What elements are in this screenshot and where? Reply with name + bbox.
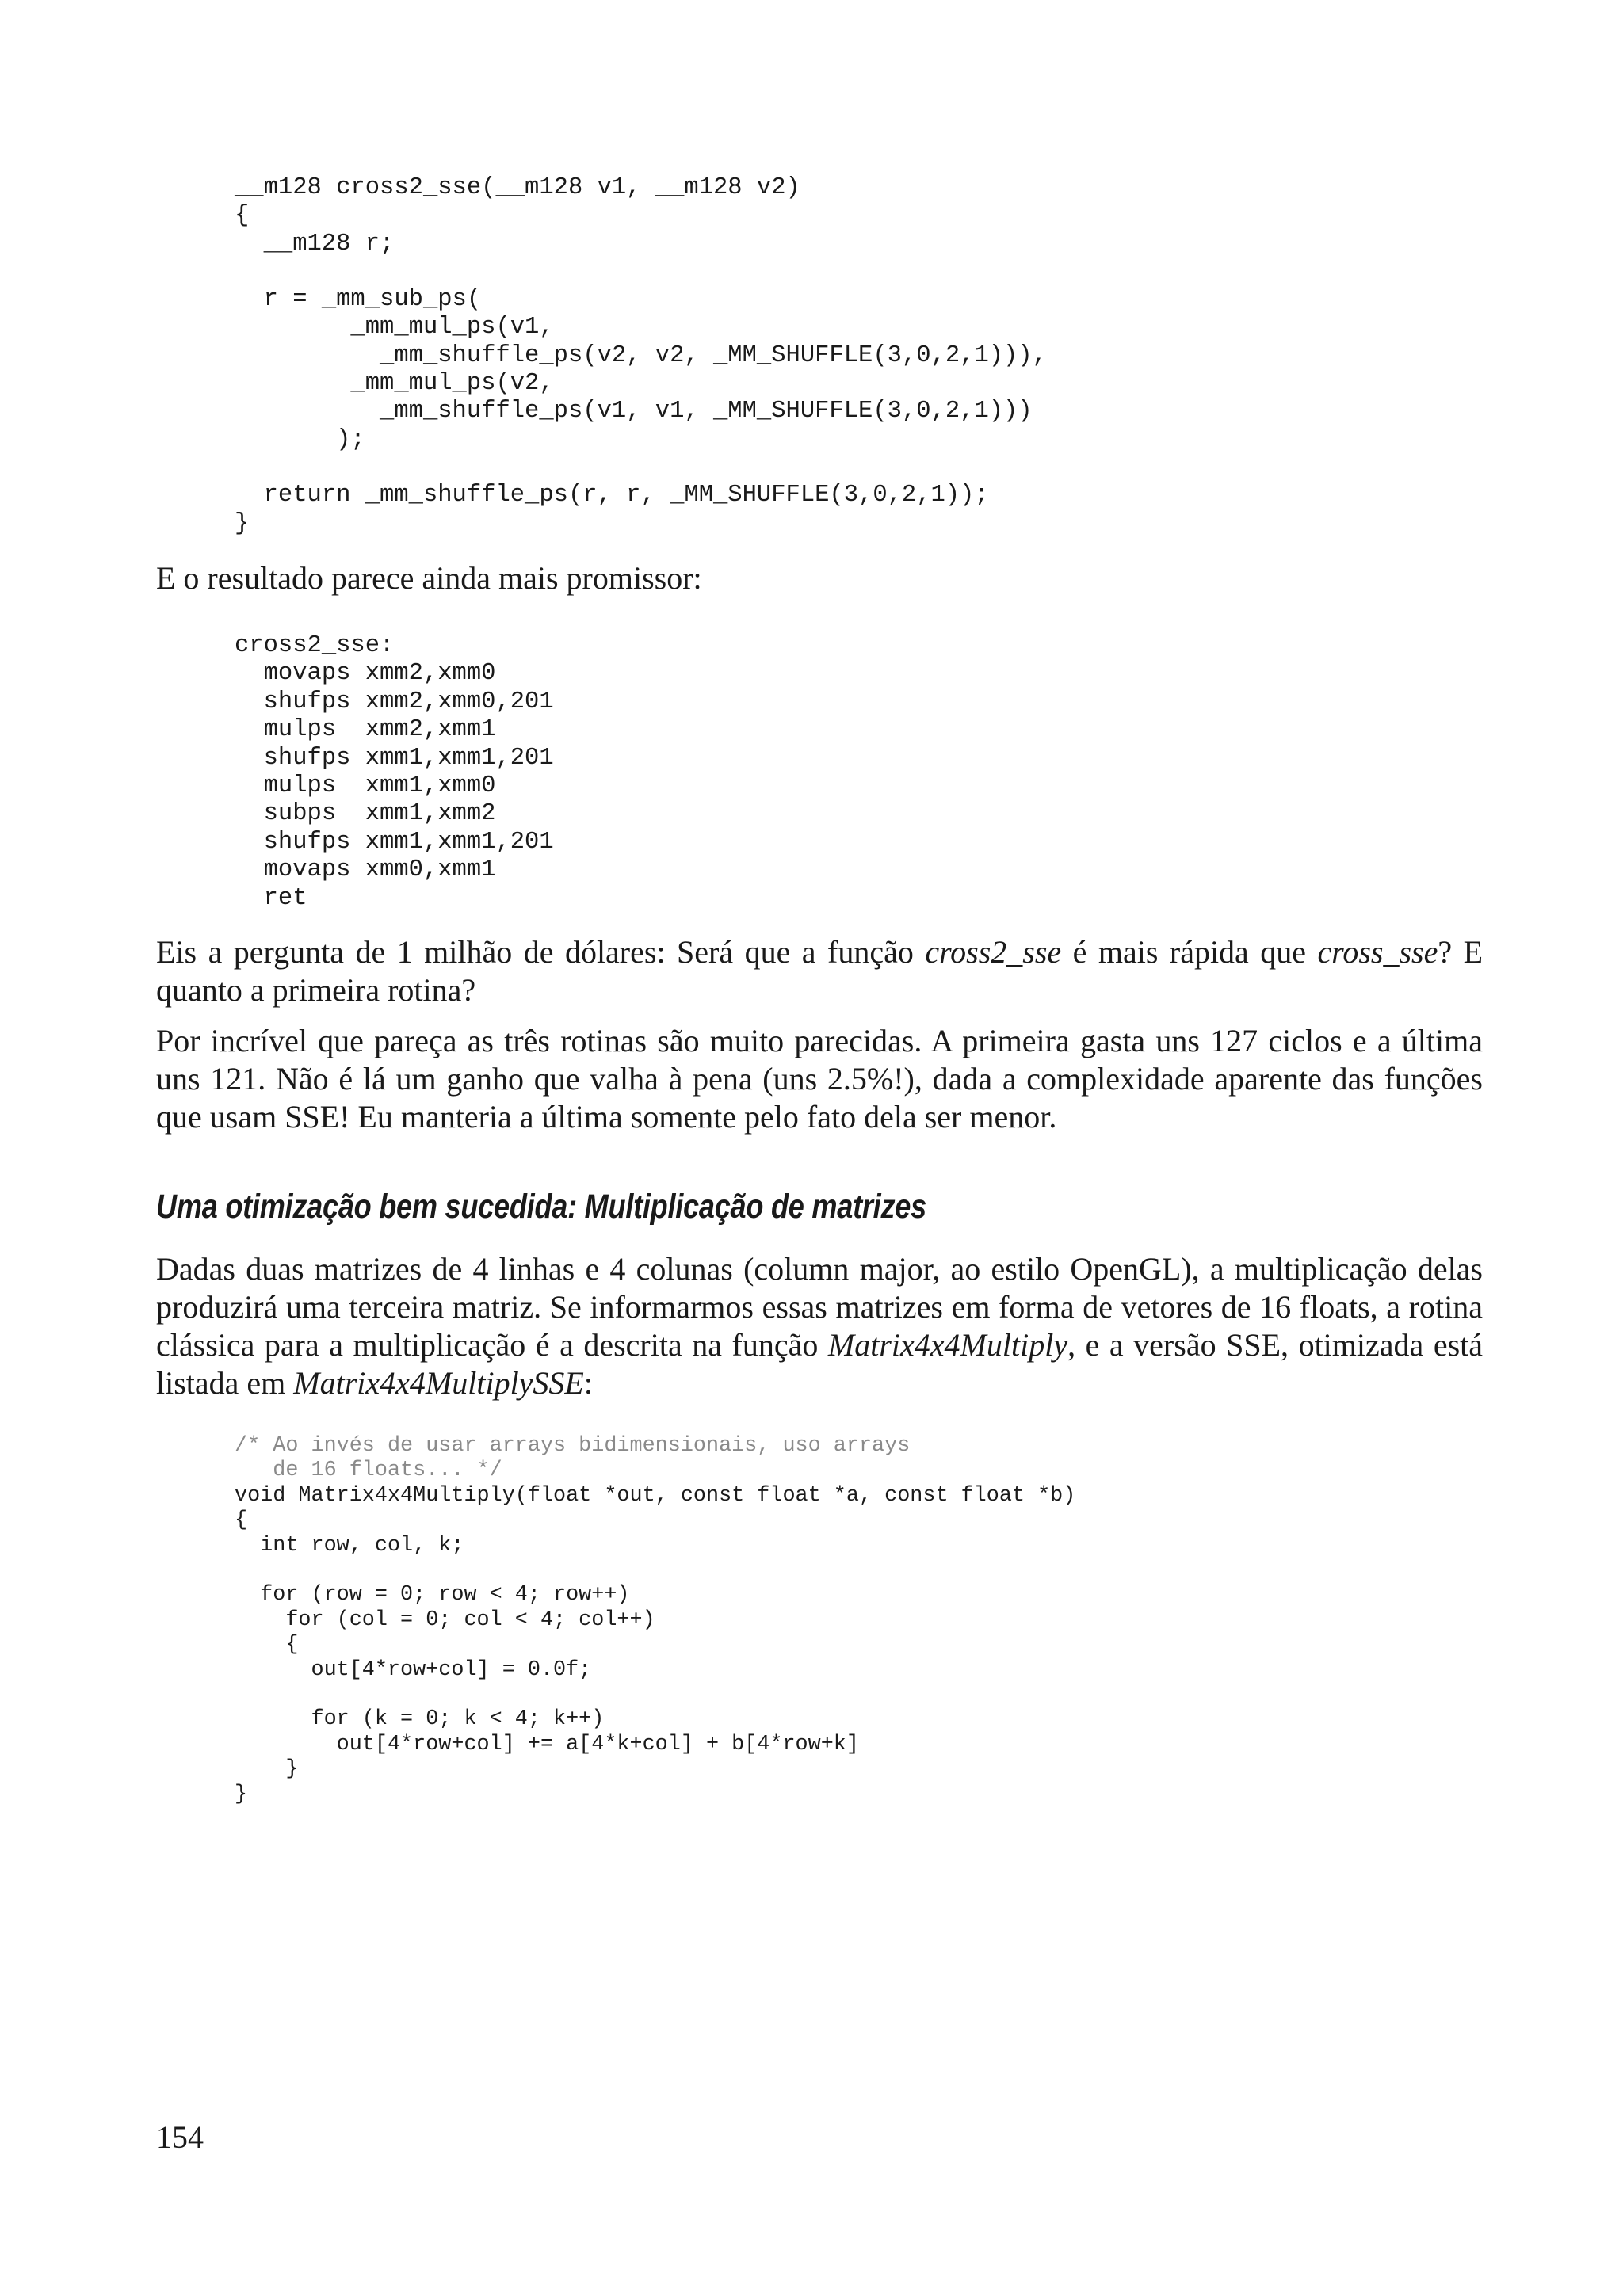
page-number: 154: [156, 2119, 204, 2155]
code-comment: /* Ao invés de usar arrays bidimensionais, uso arrays de 16 floats... */: [235, 1434, 911, 1483]
code-text: cross2_sse: movaps xmm2,xmm0 shufps xmm2,xmm0,201 mulps xmm2,xmm1 shufps xmm1,xmm1,201 mulps xmm1,xmm0 subps xmm1,xmm2 shufps xmm1,xmm1,201 movaps xmm0,xmm1 ret: [235, 632, 554, 912]
text-run: Dadas duas matrizes de 4 linhas e 4 colunas (column major, ao estilo OpenGL), a multiplicação delas produzirá uma terceira matriz. Se informarmos essas matrizes em forma de vetores de 16 floats, a rotina clássica para a multiplicação é a descrita na função: [156, 1251, 1483, 1363]
function-name-emphasis: cross2_sse: [925, 934, 1062, 970]
code-block-matrix-multiply: [235, 1434, 1075, 1807]
function-name-emphasis: cross_sse: [1317, 934, 1438, 970]
paragraph-cycle-comparison: Por incrível que pareça as três rotinas são muito parecidas. A primeira gasta uns 127 ciclos e a última uns 121. Não é lá um ganho que valha à pena (uns 2.5%!), dada a complexidade aparente das funções que usam SSE! Eu manteria a última somente pelo fato dela ser menor.: [156, 1023, 1483, 1135]
text-run: , e a versão SSE, otimizada está listada em: [156, 1327, 1484, 1401]
text-run: é mais rápida que: [1061, 934, 1318, 970]
code-block-cross2-sse: [235, 174, 1047, 538]
text-run: :: [583, 1365, 593, 1401]
section-heading: Uma otimização bem sucedida: Multiplicação de matrizes: [156, 1188, 926, 1226]
paragraph-result-intro: E o resultado parece ainda mais promissor:: [156, 560, 702, 596]
code-text: __m128 cross2_sse(__m128 v1, __m128 v2) { __m128 r; r = _mm_sub_ps( _mm_mul_ps(v1, _mm_shuffle_ps(v2, v2, _MM_SHUFFLE(3,0,2,1))), _mm_mul_ps(v2, _mm_shuffle_ps(v1, v1, _MM_SHUFFLE(3,0,2,1))) ); return _mm_shuffle_ps(r, r, _MM_SHUFFLE(3,0,2,1)); }: [235, 174, 1047, 537]
paragraph-matrix-intro: [156, 1250, 1483, 1402]
code-block-assembly: [235, 632, 554, 913]
text-run: Eis a pergunta de 1 milhão de dólares: Será que a função: [156, 934, 926, 970]
function-name-emphasis: Matrix4x4MultiplySSE: [293, 1365, 584, 1401]
function-name-emphasis: Matrix4x4Multiply: [827, 1327, 1068, 1363]
text-run: ? E quanto a primeira rotina?: [156, 934, 1484, 1008]
code-text: void Matrix4x4Multiply(float *out, const float *a, const float *b) { int row, col, k; for (row = 0; row < 4; row++) for (col = 0; col < 4; col++) { out[4*row+col] = 0.0f; for (k = 0; k < 4; k++) out[4*row+col] += a[4*k+col] + b[4*row+k] } }: [235, 1483, 1076, 1806]
paragraph-million-question: [156, 933, 1483, 1009]
